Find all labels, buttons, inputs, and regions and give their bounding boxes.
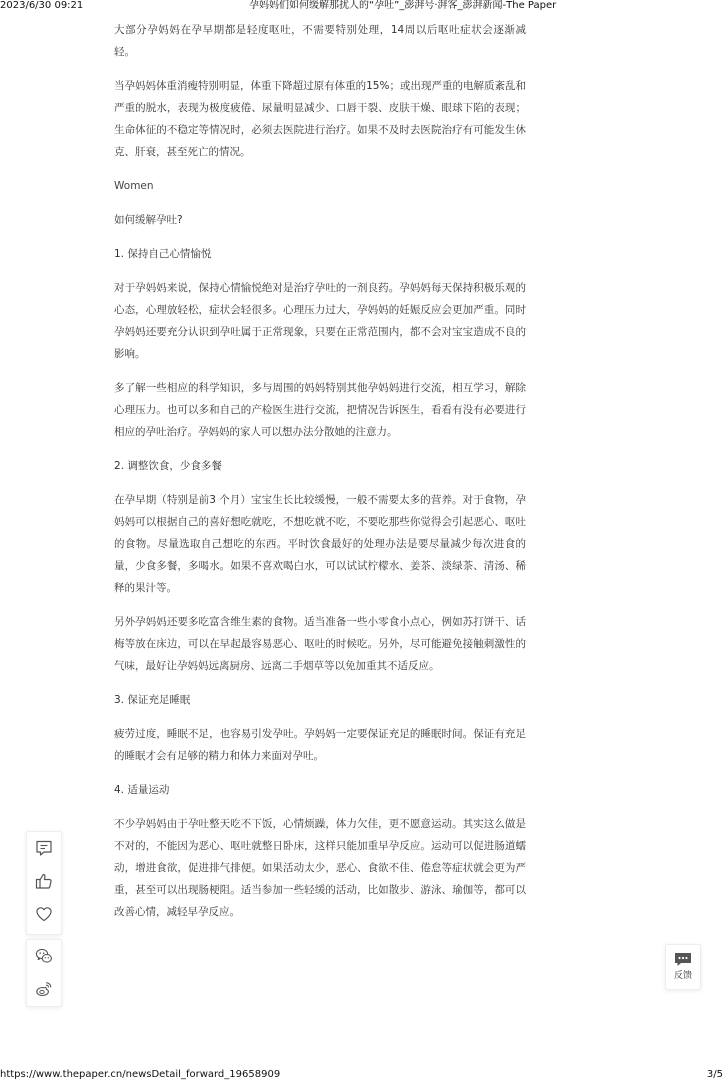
paragraph-diet-2: 另外孕妈妈还要多吃富含维生素的食物。适当准备一些小零食小点心，例如苏打饼干、话梅等放在床边，可以在早起最容易恶心、呕吐的时候吃。另外，尽可能避免接触刺激性的气味，最好让孕妈妈远离厨房、远离二手烟草等以免加重其不适反应。 <box>114 616 526 672</box>
share-weibo-button[interactable] <box>27 973 61 1006</box>
wechat-icon <box>35 947 53 965</box>
print-page-number: 3/5 <box>706 1069 723 1080</box>
article-body <box>114 19 526 935</box>
thumbs-up-icon <box>35 872 53 890</box>
paragraph-mild-vomiting: 大部分孕妈妈在孕早期都是轻度呕吐，不需要特别处理，14周以后呕吐症状会逐渐减轻。 <box>114 24 526 58</box>
side-toolbar-actions <box>26 831 62 935</box>
feedback-button[interactable] <box>665 944 701 990</box>
print-footer <box>0 1069 723 1082</box>
heart-icon <box>35 905 53 923</box>
comment-icon <box>35 839 53 857</box>
paragraph-severe-symptoms: 当孕妈妈体重消瘦特别明显，体重下降超过原有体重的15%；或出现严重的电解质紊乱和严重的脱水，表现为极度疲倦、尿量明显减少、口唇干裂、皮肤干燥、眼球下陷的表现；生命体征的不稳定等情况时，必须去医院进行治疗。如果不及时去医院治疗有可能发生休克、肝衰，甚至死亡的情况。 <box>114 80 526 158</box>
print-datetime: 2023/6/30 09:21 <box>0 0 84 11</box>
side-toolbar <box>26 831 60 1007</box>
print-header <box>0 0 723 14</box>
section-question: 如何缓解孕吐? <box>114 214 183 226</box>
print-url: https://www.thepaper.cn/newsDetail_forward_19658909 <box>0 1069 281 1080</box>
paragraph-diet-1: 在孕早期（特别是前3 个月）宝宝生长比较缓慢，一般不需要太多的营养。对于食物，孕妈妈可以根据自己的喜好想吃就吃，不想吃就不吃，不要吃那些你觉得会引起恶心、呕吐的食物。尽量选取自己想吃的东西。平时饮食最好的处理办法是要尽量减少每次进食的量，少食多餐，多喝水。如果不喜欢喝白水，可以试试柠檬水、姜茶、淡绿茶、清汤、稀释的果汁等。 <box>114 494 526 594</box>
subheading-mood: 1. 保持自己心情愉悦 <box>114 248 212 260</box>
side-toolbar-share <box>26 939 62 1007</box>
section-tag-women: Women <box>114 180 154 192</box>
like-button[interactable] <box>27 865 61 898</box>
paragraph-sleep: 疲劳过度，睡眠不足，也容易引发孕吐。孕妈妈一定要保证充足的睡眠时间。保证有充足的睡眠才会有足够的精力和体力来面对孕吐。 <box>114 728 526 762</box>
favorite-button[interactable] <box>27 898 61 931</box>
weibo-icon <box>35 980 53 998</box>
subheading-exercise: 4. 适量运动 <box>114 784 170 796</box>
paragraph-exercise: 不少孕妈妈由于孕吐整天吃不下饭，心情烦躁，体力欠佳，更不愿意运动。其实这么做是不对的，不能因为恶心、呕吐就整日卧床，这样只能加重早孕反应。运动可以促进肠道蠕动，增进食欲，促进排气排便。如果活动太少，恶心、食欲不佳、倦怠等症状就会更为严重，甚至可以出现肠梗阻。适当参加一些轻缓的活动，比如散步、游泳、瑜伽等，都可以改善心情，减轻早孕反应。 <box>114 818 526 918</box>
subheading-diet: 2. 调整饮食，少食多餐 <box>114 460 222 472</box>
paragraph-mood-2: 多了解一些相应的科学知识，多与周围的妈妈特别其他孕妈妈进行交流，相互学习，解除心理压力。也可以多和自己的产检医生进行交流，把情况告诉医生，看看有没有必要进行相应的孕吐治疗。孕妈妈的家人可以想办法分散她的注意力。 <box>114 382 526 438</box>
comment-button[interactable] <box>27 832 61 865</box>
subheading-sleep: 3. 保证充足睡眠 <box>114 694 191 706</box>
paragraph-mood-1: 对于孕妈妈来说，保持心情愉悦绝对是治疗孕吐的一剂良药。孕妈妈每天保持积极乐观的心态，心理放轻松，症状会轻很多。心理压力过大，孕妈妈的妊娠反应会更加严重。同时孕妈妈还要充分认识到孕吐属于正常现象，只要在正常范围内，都不会对宝宝造成不良的影响。 <box>114 282 526 360</box>
print-page-title: 孕妈妈们如何缓解那扰人的“孕吐”_澎湃号·湃客_澎湃新闻-The Paper <box>249 0 557 11</box>
feedback-label: 反馈 <box>673 971 692 981</box>
feedback-icon <box>674 952 692 967</box>
share-wechat-button[interactable] <box>27 940 61 973</box>
